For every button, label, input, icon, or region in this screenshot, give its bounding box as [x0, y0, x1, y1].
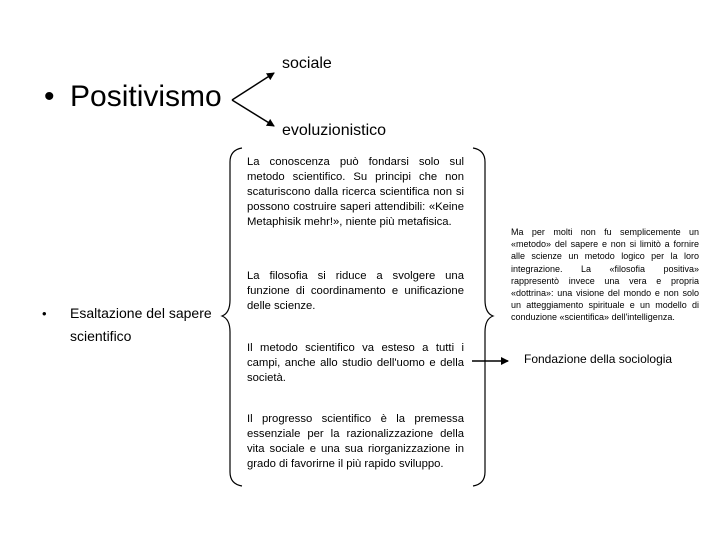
paragraph-filosofia: La filosofia si riduce a svolgere una funzione di coordinamento e unificazione delle scienze. — [247, 270, 464, 312]
sub-label-esaltazione: Esaltazione del sapere scientifico — [70, 305, 212, 344]
left-brace — [222, 148, 242, 486]
branch-label-sociale: sociale — [282, 55, 332, 72]
paragraph-metodo: Il metodo scientifico va esteso a tutti i campi, anche allo studio dell'uomo e della società. — [247, 342, 464, 384]
branch-label-evoluzionistico: evoluzionistico — [282, 122, 387, 139]
arrow-to-evoluzionistico — [232, 100, 274, 126]
title-bullet: • — [44, 80, 55, 113]
fondazione-label: Fondazione della sociologia — [524, 352, 673, 366]
paragraph-progresso: Il progresso scientifico è la premessa essenziale per la razionalizzazione della vita sociale e una sua riorganizzazione in grado di favorirne il più rapido sviluppo. — [247, 413, 464, 470]
sub-bullet: • — [42, 306, 47, 321]
main-title-positivismo: Positivismo — [70, 80, 222, 113]
right-brace — [473, 148, 493, 486]
paragraph-conoscenza: La conoscenza può fondarsi solo sul metodo scientifico. Su principi che non scaturiscono dalla ricerca scientifica non si possono costruire saperi attendibili: «Keine Metaphisik mehr!», niente più metafisica. — [247, 156, 464, 228]
note-paragraph: Ma per molti non fu semplicemente un «metodo» del sapere e non si limitò a fornire alle scienze un metodo logico per la loro integrazione. La «filosofia positiva» rappresentò invece una vera e propria «dottrina»: una visione del mondo e non solo un atteggiamento spirituale e un modello di conduzione «scientifica» dell'intelligenza. — [511, 227, 699, 323]
arrow-to-sociale — [232, 73, 274, 100]
